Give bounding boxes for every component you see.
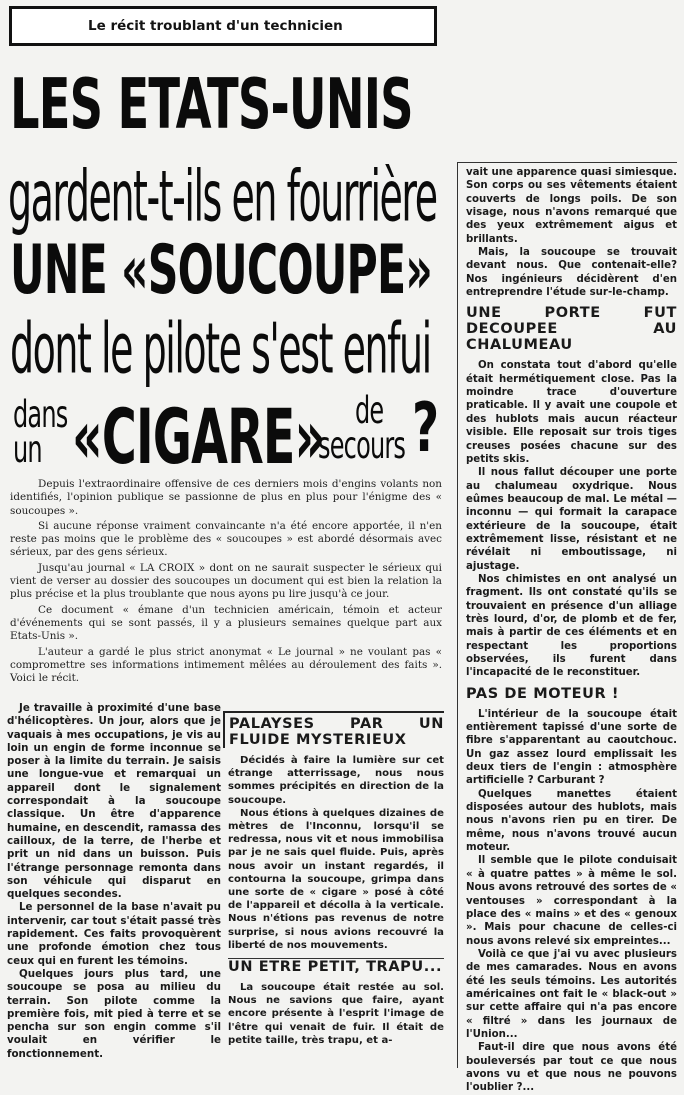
subheading-un-etre-petit: UN ETRE PETIT, TRAPU... bbox=[228, 959, 443, 976]
column-right-paragraph: Nos chimistes en ont analysé un fragment. Ils ont constaté qu'ils se trouvaient en présence d'un alliage très lourd, d'or, de plomb et de fer, mais à partir de ces éléments et en respectant les proportions observées, ils furent dans l'incapacité de le reconstituer. bbox=[466, 573, 677, 679]
headline-secours: secours bbox=[318, 424, 406, 468]
column-middle-paragraph: Nous étions à quelques dizaines de mètres de l'Inconnu, lorsqu'il se redressa, nous vit et nous immobilisa par je ne sais quel fluide. Puis, après nous avoir un instant regardés, il contourna la soucoupe, grimpa dans une sorte de « cigare » posé à côté de l'appareil et décolla à la verticale. Nous n'étions pas revenus de notre surprise, si nous avions recouvré la liberté de nos mouvements. bbox=[228, 807, 444, 951]
subheading-palayses: PALAYSES PAR UN FLUIDE MYSTERIEUX bbox=[223, 711, 444, 748]
headline-cigare: «CIGARE» bbox=[72, 393, 325, 482]
column-right bbox=[457, 162, 677, 1094]
intro-paragraphs bbox=[10, 478, 442, 687]
subheading-porte-decoupee: UNE PORTE FUT DECOUPEE AU CHALUMEAU bbox=[466, 305, 677, 354]
column-middle-paragraph: La soucoupe était restée au sol. Nous ne savions que faire, ayant encore présente à l'esprit l'image de l'être qui venait de fuir. Il était de petite taille, très trapu, et a- bbox=[228, 982, 444, 1046]
headline-question-mark: ? bbox=[412, 390, 439, 468]
column-right-paragraph: Il nous fallut découper une porte au chalumeau oxydrique. Nous eûmes beaucoup de mal. Le métal — inconnu — qui formait la carapace extérieure de la soucoupe, était extrêmement lisse, résistant et ne révélait ni emboutissage, ni ajustage. bbox=[466, 467, 677, 572]
kicker-text: Le récit troublant d'un technicien bbox=[88, 18, 343, 34]
column-right-paragraph: Mais, la soucoupe se trouvait devant nous. Que contenait-elle? Nos ingénieurs décidèrent d'en entreprendre l'étude sur-le-champ. bbox=[466, 247, 677, 299]
column-right-paragraph: Faut-il dire que nous avons été bouleversés par tout ce que nous avons vu et que nous ne pouvons l'oublier ?... bbox=[466, 1042, 677, 1094]
column-right-paragraph: Voilà ce que j'ai vu avec plusieurs de mes camarades. Nous en avons été les seuls témoins. Les autorités américaines ont fait le « black-out » sur cette affaire qui n'a pas encore « filtré » dans les journaux de l'Union... bbox=[466, 948, 677, 1040]
column-middle-paragraph: Décidés à faire la lumière sur cet étrange atterrissage, nous nous sommes précipités en direction de la soucoupe. bbox=[228, 755, 444, 806]
intro-paragraph: Jusqu'au journal « LA CROIX » dont on ne saurait suspecter le sérieux qui vient de verser au dossier des soucoupes un document qui est bien la relation la plus précise et la plus troublante que nous ayons pu lire jusqu'à ce jour. bbox=[10, 561, 442, 601]
headline-line-2: gardent-t-ils en fourrière bbox=[8, 157, 437, 238]
headline-de: de bbox=[355, 389, 384, 433]
column-left-paragraph: Je travaille à proximité d'une base d'hélicoptères. Un jour, alors que je vaquais à mes occupations, je vis au loin un engin de forme inconnue se poser à la limite du terrain. Je saisis une longue-vue et remarquai un appareil dont le signalement correspondait à la soucoupe classique. Un être d'apparence humaine, en descendit, ramassa des cailloux, de la terre, de l'herbe et prit un nid dans un buisson. Puis l'étrange personnage remonta dans son véhicule qui disparut en quelques secondes. bbox=[7, 702, 221, 901]
column-right-paragraph: vait une apparence quasi simiesque. Son corps ou ses vêtements étaient couverts de longs poils. De son visage, nous n'avons remarqué que des yeux extrêmement aigus et brillants. bbox=[466, 167, 677, 245]
subheading-pas-de-moteur: PAS DE MOTEUR ! bbox=[466, 685, 620, 702]
intro-paragraph: Ce document « émane d'un technicien américain, témoin et acteur d'événements qui se sont passés, il y a plusieurs semaines quelque part aux Etats-Unis ». bbox=[10, 603, 442, 643]
column-right-paragraph: On constata tout d'abord qu'elle était hermétiquement close. Pas la moindre trace d'ouverture praticable. Il y avait une coupole et des hublots mais aucun réacteur visible. Elle reposait sur trois tiges creuses posées chacune sur des petits skis. bbox=[466, 360, 677, 465]
column-left-paragraph: Quelques jours plus tard, une soucoupe se posa au milieu du terrain. Son pilote comme la première fois, mit pied à terre et se pencha sur son engin comme s'il voulait en vérifier le fonctionnement. bbox=[7, 967, 221, 1060]
intro-paragraph: L'auteur a gardé le plus strict anonymat « Le journal » ne voulant pas « compromettre ses informations intimement mêlées au déroulement des faits ». Voici le récit. bbox=[10, 645, 442, 685]
column-right-paragraph: L'intérieur de la soucoupe était entièrement tapissé d'une sorte de fibre s'apparentant au caoutchouc. Un gaz assez lourd emplissait les deux tiers de l'engin : atmosphère artificielle ? Carburant ? bbox=[466, 708, 677, 787]
column-right-paragraph: Il semble que le pilote conduisait « à quatre pattes » à même le sol. Nous avons retrouvé des sortes de « ventouses » correspondant à la place des « mains » et des « genoux ». Mais pour chacune de celles-ci nous avons relevé six empreintes... bbox=[466, 855, 677, 947]
headline-un: un bbox=[13, 428, 42, 472]
kicker-box bbox=[9, 6, 437, 46]
intro-paragraph: Depuis l'extraordinaire offensive de ces derniers mois d'engins volants non identifiés, l'opinion publique se passionne de plus en plus pour l'énigme des « soucoupes ». bbox=[10, 478, 442, 517]
headline-line-3: UNE «SOUCOUPE» bbox=[10, 232, 433, 310]
headline-line-1: LES ETATS-UNIS bbox=[10, 64, 413, 145]
column-middle bbox=[228, 705, 444, 1047]
column-left-paragraph: Le personnel de la base n'avait pu intervenir, car tout s'était passé très rapidement. Ces faits provoquèrent une profonde émotion chez tous ceux qui en furent les témoins. bbox=[7, 901, 221, 967]
intro-paragraph: Si aucune réponse vraiment convaincante n'a été encore apportée, il n'en reste pas moins que le problème des « soucoupes » est abordé désormais avec sérieux, par des gens sérieux. bbox=[10, 519, 442, 559]
column-left bbox=[7, 702, 221, 1061]
headline-dans: dans bbox=[13, 393, 68, 437]
headline-line-4: dont le pilote s'est enfui bbox=[10, 310, 431, 390]
column-right-paragraph: Quelques manettes étaient disposées autour des hublots, mais nous n'avons rien pu en tirer. De même, nous n'avons trouvé aucun moteur. bbox=[466, 788, 677, 854]
